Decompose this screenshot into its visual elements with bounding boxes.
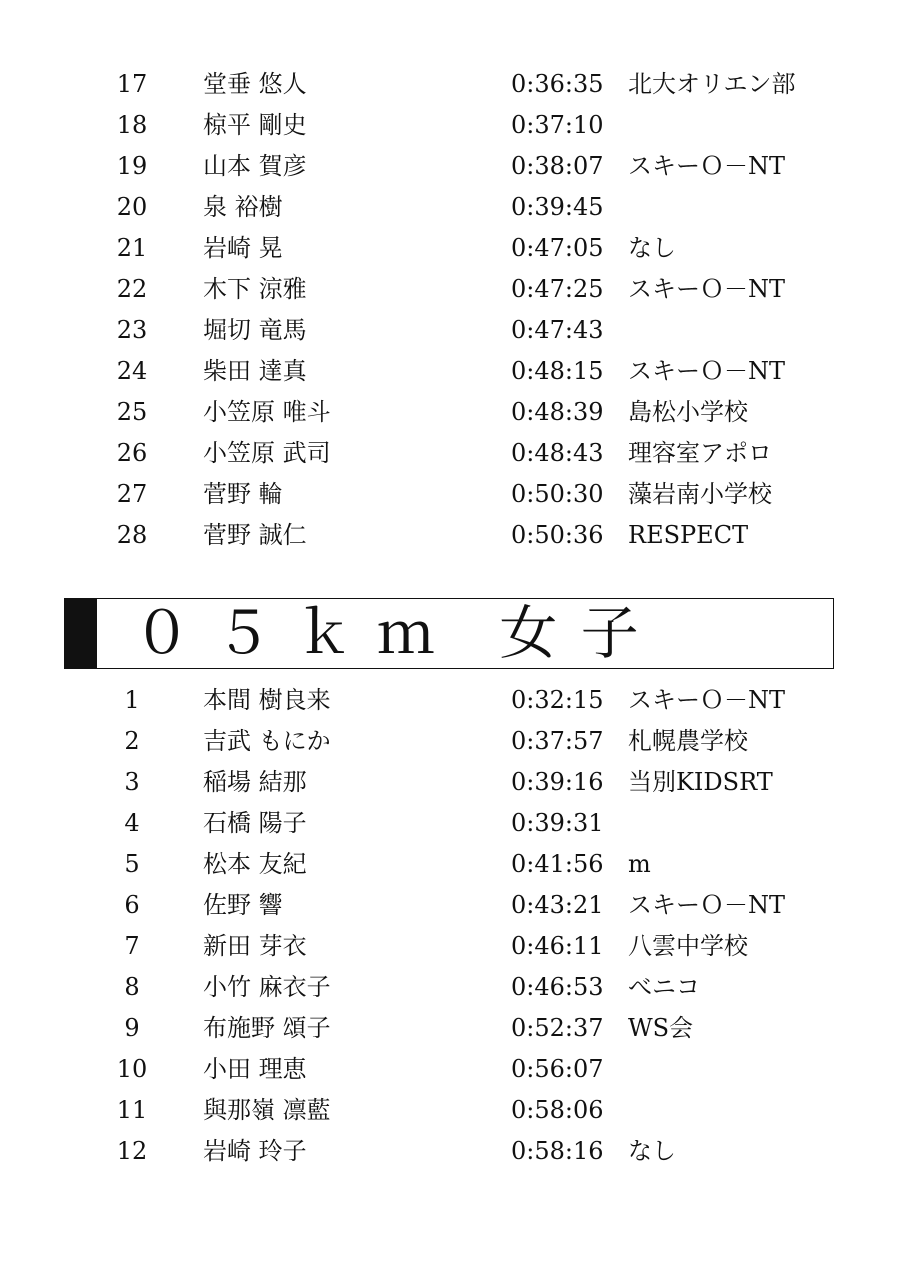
result-row (0, 1008, 900, 1049)
result-row (0, 515, 900, 556)
rank-cell: 4 (124, 809, 140, 837)
name-cell: 山本 賀彦 (203, 152, 307, 180)
time-cell: 0:47:05 (511, 234, 604, 262)
results-section-previous-category (0, 64, 900, 556)
club-cell: 当別KIDSRT (628, 768, 773, 796)
rank-cell: 25 (116, 398, 148, 426)
result-row (0, 433, 900, 474)
rank-cell: 17 (116, 70, 148, 98)
time-cell: 0:58:06 (511, 1096, 604, 1124)
rank-cell: 7 (124, 932, 140, 960)
time-cell: 0:39:16 (511, 768, 604, 796)
time-cell: 0:52:37 (511, 1014, 604, 1042)
name-cell: 小田 理恵 (203, 1055, 307, 1083)
category-header-bar (65, 599, 97, 668)
time-cell: 0:50:30 (511, 480, 604, 508)
result-row (0, 351, 900, 392)
name-cell: 與那嶺 凛藍 (203, 1096, 331, 1124)
rank-cell: 18 (116, 111, 148, 139)
name-cell: 吉武 もにか (203, 727, 331, 755)
club-cell: 北大オリエン部 (628, 70, 796, 98)
category-header (64, 598, 834, 669)
time-cell: 0:41:56 (511, 850, 604, 878)
result-row (0, 310, 900, 351)
result-row (0, 1090, 900, 1131)
result-row (0, 392, 900, 433)
rank-cell: 22 (116, 275, 148, 303)
results-section-05km-women (0, 680, 900, 1172)
time-cell: 0:36:35 (511, 70, 604, 98)
rank-cell: 2 (124, 727, 140, 755)
result-row (0, 803, 900, 844)
rank-cell: 20 (116, 193, 148, 221)
club-cell: スキーＯ－NT (628, 686, 786, 714)
result-row (0, 228, 900, 269)
rank-cell: 24 (116, 357, 148, 385)
club-cell: 八雲中学校 (628, 932, 748, 960)
name-cell: 堀切 竜馬 (203, 316, 307, 344)
rank-cell: 27 (116, 480, 148, 508)
result-row (0, 844, 900, 885)
rank-cell: 11 (116, 1096, 148, 1124)
name-cell: 岩崎 晃 (203, 234, 283, 262)
result-row (0, 269, 900, 310)
time-cell: 0:38:07 (511, 152, 604, 180)
rank-cell: 5 (124, 850, 140, 878)
time-cell: 0:58:16 (511, 1137, 604, 1165)
result-row (0, 1049, 900, 1090)
time-cell: 0:47:25 (511, 275, 604, 303)
name-cell: 松本 友紀 (203, 850, 307, 878)
result-row (0, 967, 900, 1008)
name-cell: 布施野 頌子 (203, 1014, 331, 1042)
name-cell: 石橋 陽子 (203, 809, 307, 837)
club-cell: 藻岩南小学校 (628, 480, 772, 508)
time-cell: 0:32:15 (511, 686, 604, 714)
time-cell: 0:48:15 (511, 357, 604, 385)
time-cell: 0:39:31 (511, 809, 604, 837)
name-cell: 柴田 達真 (203, 357, 307, 385)
result-row (0, 64, 900, 105)
name-cell: 菅野 誠仁 (203, 521, 307, 549)
time-cell: 0:46:53 (511, 973, 604, 1001)
name-cell: 泉 裕樹 (203, 193, 283, 221)
rank-cell: 23 (116, 316, 148, 344)
result-row (0, 926, 900, 967)
name-cell: 新田 芽衣 (203, 932, 307, 960)
club-cell: スキーＯ－NT (628, 152, 786, 180)
club-cell: RESPECT (628, 521, 749, 549)
club-cell: なし (628, 1137, 676, 1165)
time-cell: 0:37:10 (511, 111, 604, 139)
club-cell: べニコ (628, 973, 700, 1001)
club-cell: 札幌農学校 (628, 727, 748, 755)
rank-cell: 10 (116, 1055, 148, 1083)
rank-cell: 8 (124, 973, 140, 1001)
name-cell: 菅野 輪 (203, 480, 283, 508)
result-row (0, 1131, 900, 1172)
club-cell: 理容室アポロ (628, 439, 772, 467)
result-row (0, 762, 900, 803)
time-cell: 0:48:39 (511, 398, 604, 426)
time-cell: 0:48:43 (511, 439, 604, 467)
name-cell: 小笠原 唯斗 (203, 398, 331, 426)
name-cell: 堂垂 悠人 (203, 70, 307, 98)
name-cell: 岩崎 玲子 (203, 1137, 307, 1165)
name-cell: 本間 樹良来 (203, 686, 331, 714)
time-cell: 0:39:45 (511, 193, 604, 221)
rank-cell: 26 (116, 439, 148, 467)
club-cell: スキーＯ－NT (628, 357, 786, 385)
category-title: ０５ｋｍ 女子 (133, 599, 662, 667)
result-row (0, 146, 900, 187)
time-cell: 0:37:57 (511, 727, 604, 755)
name-cell: 小竹 麻衣子 (203, 973, 331, 1001)
time-cell: 0:46:11 (511, 932, 604, 960)
name-cell: 小笠原 武司 (203, 439, 331, 467)
rank-cell: 21 (116, 234, 148, 262)
rank-cell: 19 (116, 152, 148, 180)
name-cell: 木下 涼雅 (203, 275, 307, 303)
club-cell: WS会 (628, 1014, 694, 1042)
club-cell: なし (628, 234, 676, 262)
club-cell: 島松小学校 (628, 398, 748, 426)
rank-cell: 9 (124, 1014, 140, 1042)
result-row (0, 885, 900, 926)
name-cell: 佐野 響 (203, 891, 283, 919)
club-cell: スキーＯ－NT (628, 891, 786, 919)
name-cell: 稲場 結那 (203, 768, 307, 796)
time-cell: 0:50:36 (511, 521, 604, 549)
result-row (0, 474, 900, 515)
result-row (0, 187, 900, 228)
club-cell: m (628, 850, 651, 878)
rank-cell: 6 (124, 891, 140, 919)
name-cell: 椋平 剛史 (203, 111, 307, 139)
result-row (0, 721, 900, 762)
club-cell: スキーＯ－NT (628, 275, 786, 303)
rank-cell: 1 (124, 686, 140, 714)
rank-cell: 3 (124, 768, 140, 796)
result-row (0, 680, 900, 721)
time-cell: 0:56:07 (511, 1055, 604, 1083)
time-cell: 0:47:43 (511, 316, 604, 344)
rank-cell: 12 (116, 1137, 148, 1165)
result-row (0, 105, 900, 146)
time-cell: 0:43:21 (511, 891, 604, 919)
rank-cell: 28 (116, 521, 148, 549)
